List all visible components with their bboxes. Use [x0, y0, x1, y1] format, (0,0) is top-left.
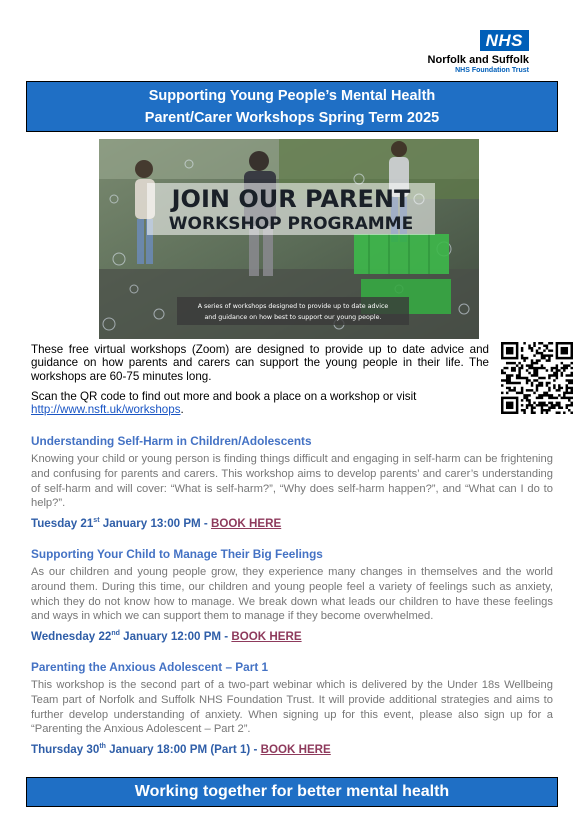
nhs-badge: NHS	[480, 30, 529, 51]
session-title: Understanding Self-Harm in Children/Adolescents	[31, 434, 312, 448]
title-banner	[26, 81, 558, 132]
link-suffix: .	[180, 403, 184, 417]
hero-caption-1: A series of workshops designed to provide up to date advice	[197, 303, 389, 310]
book-here-link[interactable]: BOOK HERE	[260, 743, 331, 757]
session-description: Knowing your child or young person is finding things difficult and engaging in self-harm can be frightening and confusing for parents and carers. This workshop aims to develop parents’ and carer’s understanding of self-harm and will cover: “What is self-harm?”, “Why does self-harm happen?”, and “What can I do to help?”.	[31, 453, 553, 510]
book-here-link[interactable]: BOOK HERE	[231, 630, 302, 644]
session-date: Wednesday 22nd January 12:00 PM - BOOK HERE	[31, 630, 302, 644]
org-subtitle: NHS Foundation Trust	[455, 67, 529, 74]
org-name: Norfolk and Suffolk	[427, 54, 529, 66]
qr-code[interactable]	[501, 342, 573, 414]
intro-text: These free virtual workshops (Zoom) are designed to provide up to date advice and guidance on how parents and carers can support the young people in their life. The workshops are 60-75 minutes long.	[31, 343, 489, 383]
workshops-link[interactable]: http://www.nsft.uk/workshops	[31, 403, 181, 417]
book-here-link[interactable]: BOOK HERE	[211, 517, 282, 531]
session-date: Thursday 30th January 18:00 PM (Part 1) - BOOK HERE	[31, 743, 331, 757]
session-anxious-adolescent	[31, 660, 553, 757]
scan-text	[31, 390, 489, 417]
hero-illustration	[99, 139, 479, 339]
session-big-feelings	[31, 547, 553, 644]
session-title: Supporting Your Child to Manage Their Big Feelings	[31, 547, 323, 561]
session-self-harm	[31, 434, 553, 531]
hero-heading-1: JOIN OUR PARENT	[171, 185, 411, 213]
footer-banner: Working together for better mental health	[26, 777, 558, 807]
nhs-logo	[419, 30, 529, 74]
scan-instruction: Scan the QR code to find out more and book a place on a workshop or visit	[31, 390, 417, 403]
title-line-2: Parent/Carer Workshops Spring Term 2025	[144, 110, 440, 126]
session-title: Parenting the Anxious Adolescent – Part 1	[31, 660, 269, 674]
hero-image	[99, 139, 479, 339]
title-line-1: Supporting Young People’s Mental Health	[148, 88, 436, 104]
hero-heading-2: WORKSHOP PROGRAMME	[168, 214, 414, 234]
session-description: As our children and young people grow, they experience many changes in themselves and the world around them. During this time, our children and young people feel a variety of feelings such as anxiety, which they do not know how to manage. We break down what leads our children to have these feelings and ways in which we can support them to manage if they become overwhelmed.	[31, 566, 553, 623]
session-description: This workshop is the second part of a two-part webinar which is delivered by the Under 18s Wellbeing Team part of Norfolk and Suffolk NHS Foundation Trust. It will provide additional strategies and aims to further develop understanding of anxiety. When signing up for this event, please also sign up for a “Parenting the Anxious Adolescent – Part 2”.	[31, 679, 553, 736]
hero-caption-2: and guidance on how best to support our young people.	[204, 314, 382, 321]
session-date: Tuesday 21st January 13:00 PM - BOOK HERE	[31, 517, 282, 531]
